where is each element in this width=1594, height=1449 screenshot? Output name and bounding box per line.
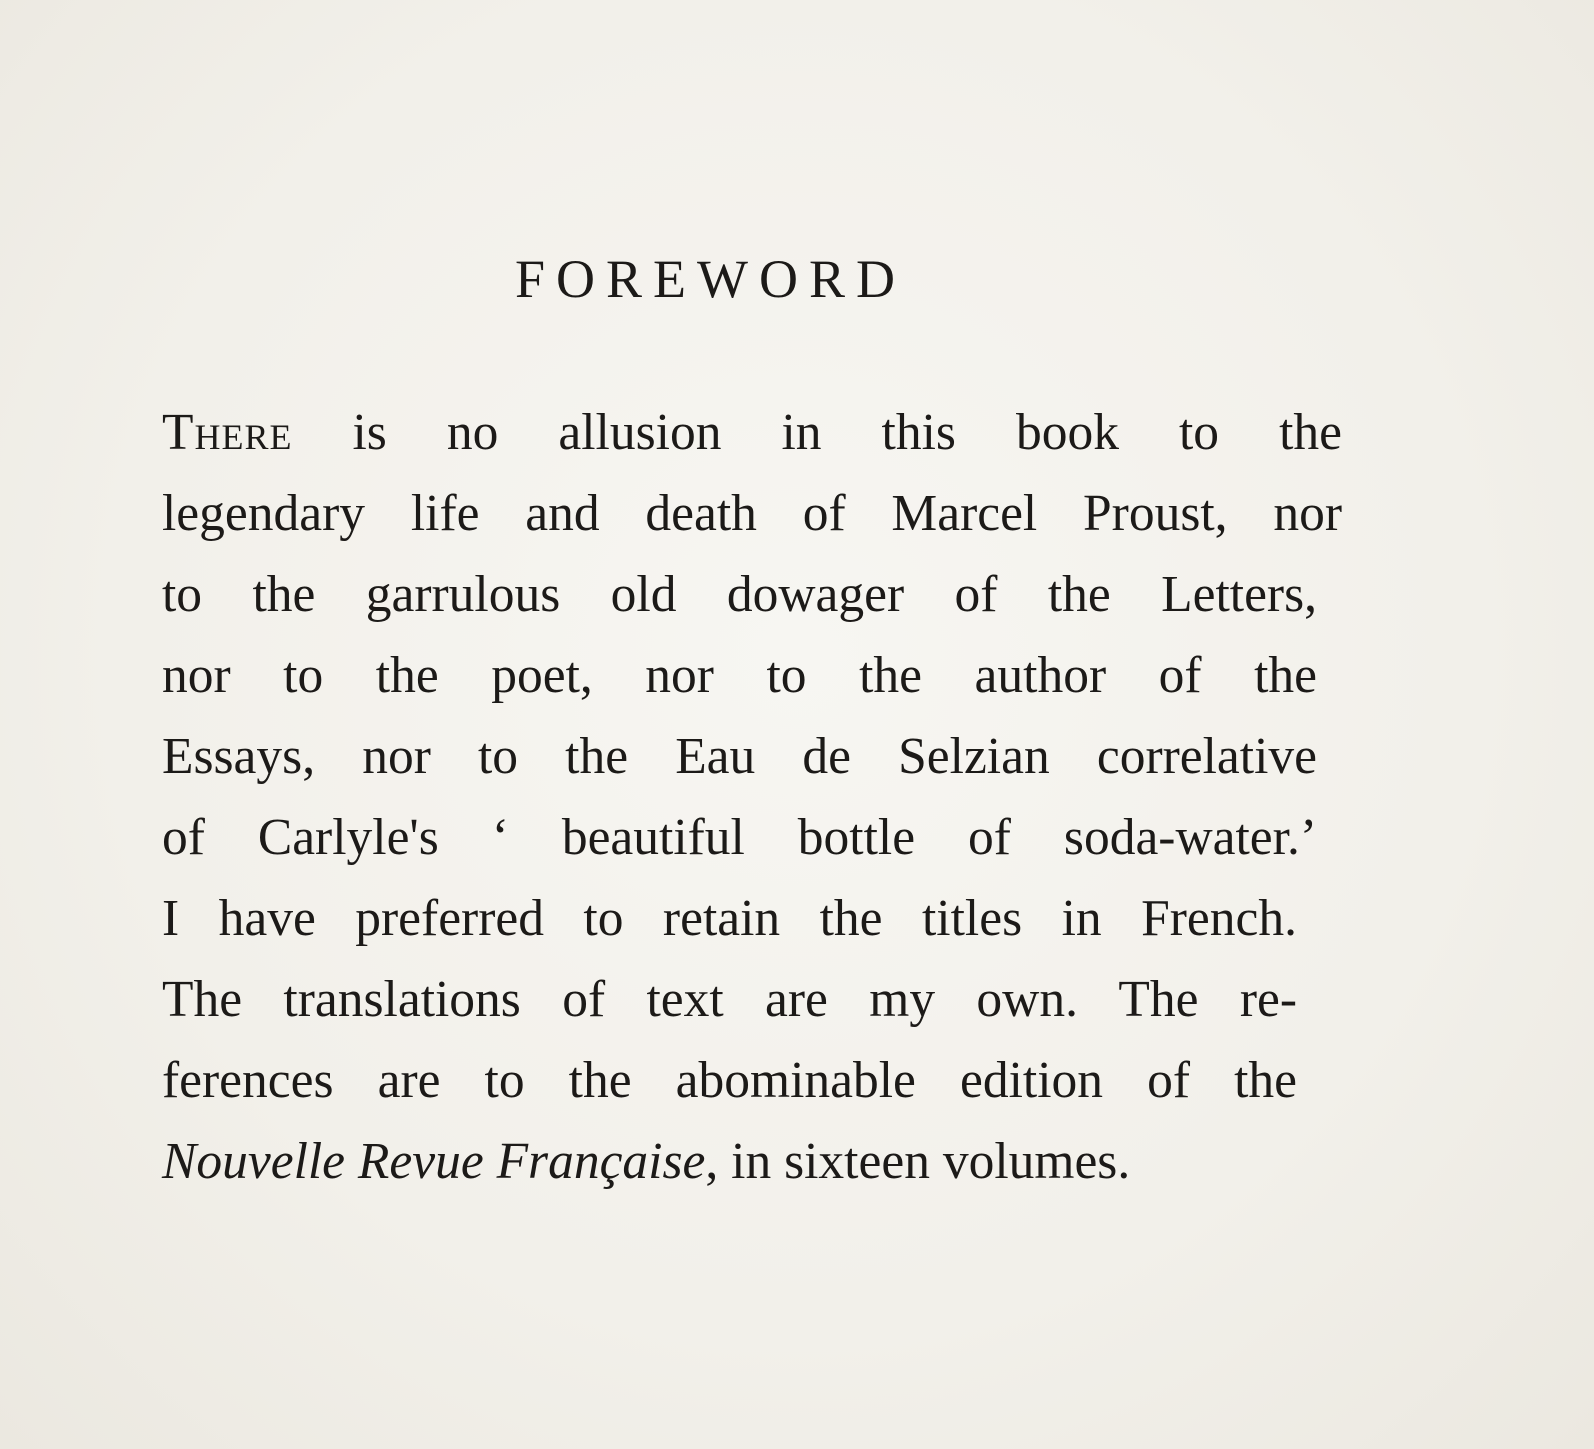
text-line-10 bbox=[162, 1121, 1362, 1202]
text-line-1-rest: is no allusion in this book to the bbox=[292, 404, 1342, 461]
text-line-3: to the garrulous old dowager of the Letters, bbox=[162, 566, 1317, 623]
text-line-10-rest: , in sixteen volumes. bbox=[705, 1133, 1131, 1190]
text-line-9: ferences are to the abominable edition of the bbox=[162, 1052, 1297, 1109]
page-heading: FOREWORD bbox=[515, 249, 907, 309]
text-line-1 bbox=[162, 392, 1342, 473]
text-line-5: Essays, nor to the Eau de Selzian correlative bbox=[162, 728, 1317, 785]
text-line-4: nor to the poet, nor to the author of the bbox=[162, 647, 1317, 704]
journal-title: Nouvelle Revue Française bbox=[162, 1133, 706, 1190]
text-line-8: The translations of text are my own. The re- bbox=[162, 971, 1297, 1028]
lead-word: There bbox=[162, 404, 293, 461]
text-line-2: legendary life and death of Marcel Proust, nor bbox=[162, 485, 1342, 542]
foreword-paragraph bbox=[162, 392, 1362, 1202]
text-line-7: I have preferred to retain the titles in French. bbox=[162, 890, 1297, 947]
text-line-6: of Carlyle's ‘ beautiful bottle of soda-water.’ bbox=[162, 809, 1317, 866]
